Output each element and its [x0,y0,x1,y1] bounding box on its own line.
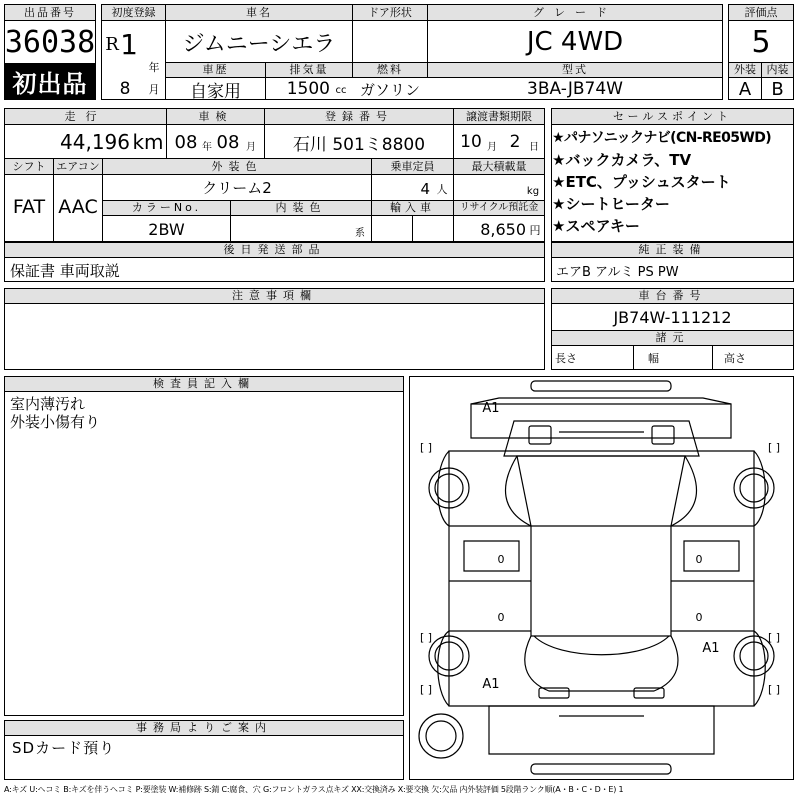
transfer-month: 10 [460,132,482,152]
equipment: エアB アルミ PS PW [556,264,679,280]
shift-label: シフト [4,158,54,175]
dims-length: 長さ [555,352,577,365]
inspector-line: 外装小傷有り [10,413,101,431]
era: R [105,33,119,55]
chassis-number: JB74W-111212 [613,307,732,327]
dims-width: 幅 [648,352,659,365]
equipment-label: 純正装備 [551,242,794,258]
displacement-label: 排気量 [265,62,353,78]
recycle-label: リサイクル預託金 [453,200,545,216]
sales-label: セールスポイント [551,108,794,125]
damage-mark: A1 [482,676,500,692]
load-label: 最大積載量 [453,158,545,175]
bracket-mark: [ ] [767,682,781,696]
displacement: 1500 [286,79,330,99]
bracket-mark: [ ] [419,440,433,454]
door-label: ドア形状 [352,4,428,21]
exterior-label: 外装 [728,62,762,78]
bracket-mark: [ ] [767,440,781,454]
capacity-unit: 人 [436,183,448,196]
notes-label: 注意事項欄 [4,288,545,304]
exterior-grade: A [738,78,752,100]
first-reg-year: 1 [120,27,138,61]
displacement-unit: cc [335,84,347,96]
score-label: 評価点 [728,4,794,21]
mileage-label: 走行 [4,108,167,125]
insp-year: 08 [174,131,198,153]
interior-label: 内装 [761,62,794,78]
ac-label: エアコン [53,158,103,175]
color-no-label: カラーNo. [102,200,231,216]
sales-item: ★シートヒーター [552,194,670,213]
car-name: ジムニーシエラ [182,31,336,57]
door-type [353,22,427,62]
car-diagram [409,376,794,780]
grade-label: グレード [427,4,723,21]
office-label: 事務局よりご案内 [4,720,404,736]
transfer-day: 2 [509,132,521,152]
first-listing-badge: 初出品 [5,63,95,99]
chassis-label: 車台番号 [551,288,794,304]
first-reg-label: 初度登録 [101,4,166,21]
grade: JC 4WD [526,27,624,57]
first-reg-month: 8 [119,79,131,99]
notes-text [10,306,530,326]
zero-mark: 0 [497,610,505,624]
recycle-fee: 8,650 [480,219,526,239]
legend: A:キズ U:ヘコミ B:キズを伴うヘコミ P:要塗装 W:補修跡 S:錆 C:腐食、穴 G:フロントガラス点キズ XX:交換済み X:要交換 欠:欠品 内外装評価 5段階ランク順(A・B・C・D・E) 1 [4,784,624,794]
transfer-label: 譲渡書類期限 [453,108,545,125]
mileage: 44,196 [60,130,130,154]
sales-item: ★スペアキー [552,216,640,235]
capacity: 4 [420,180,430,198]
insp-month-unit: 月 [246,141,256,153]
insp-month: 08 [216,131,240,153]
score: 5 [751,24,771,60]
shift: FAT [12,196,46,218]
damage-mark: A1 [482,400,500,416]
fuel: ガソリン [359,80,420,99]
reg-number: 石川 501ミ8800 [292,134,426,155]
dims-height: 高さ [724,352,746,365]
capacity-label: 乗車定員 [371,158,454,175]
color-no: 2BW [148,219,185,239]
office-text: SDカード預り [12,738,116,757]
recycle-unit: 円 [529,224,541,237]
import-label: 輸入車 [371,200,454,216]
color-label: 外装色 [102,158,372,175]
mileage-unit: km [132,130,164,154]
lot-label: 出品番号 [4,4,96,21]
damage-mark: A1 [702,640,720,656]
zero-mark: 0 [695,552,703,566]
zero-mark: 0 [695,610,703,624]
inspection-label: 車検 [166,108,265,125]
reg-label: 登録番号 [264,108,454,125]
sales-item: ★パナソニックナビ(CN-RE05WD) [552,130,772,146]
inspector-label: 検査員記入欄 [4,376,404,392]
later-parts: 保証書 車両取説 [10,261,120,280]
sales-list [552,126,793,236]
interior-color-label: 内装色 [230,200,372,216]
model-label: 型式 [427,62,723,78]
insp-year-unit: 年 [202,141,212,153]
interior-grade: B [771,78,784,100]
history: 自家用 [190,81,241,102]
interior-color-unit: 系 [355,227,365,239]
bracket-mark: [ ] [419,682,433,696]
transfer-day-unit: 日 [529,141,539,153]
model: 3BA-JB74W [527,79,623,99]
transfer-month-unit: 月 [487,141,497,153]
ac: AAC [58,196,98,218]
load-unit: kg [526,185,540,197]
sales-item: ★ETC、プッシュスタート [552,172,731,191]
bracket-mark: [ ] [767,630,781,644]
year-unit: 年 [148,61,160,74]
month-unit: 月 [148,83,160,96]
history-label: 車歴 [165,62,266,78]
car-name-label: 車名 [165,4,353,21]
fuel-label: 燃料 [352,62,428,78]
zero-mark: 0 [497,552,505,566]
exterior-color: クリーム2 [202,178,272,197]
lot-number: 36038 [4,24,96,60]
dims-label: 諸元 [551,330,794,346]
sales-item: ★バックカメラ、TV [552,150,692,169]
inspector-line: 室内薄汚れ [10,395,86,413]
later-parts-label: 後日発送部品 [4,242,545,258]
bracket-mark: [ ] [419,630,433,644]
